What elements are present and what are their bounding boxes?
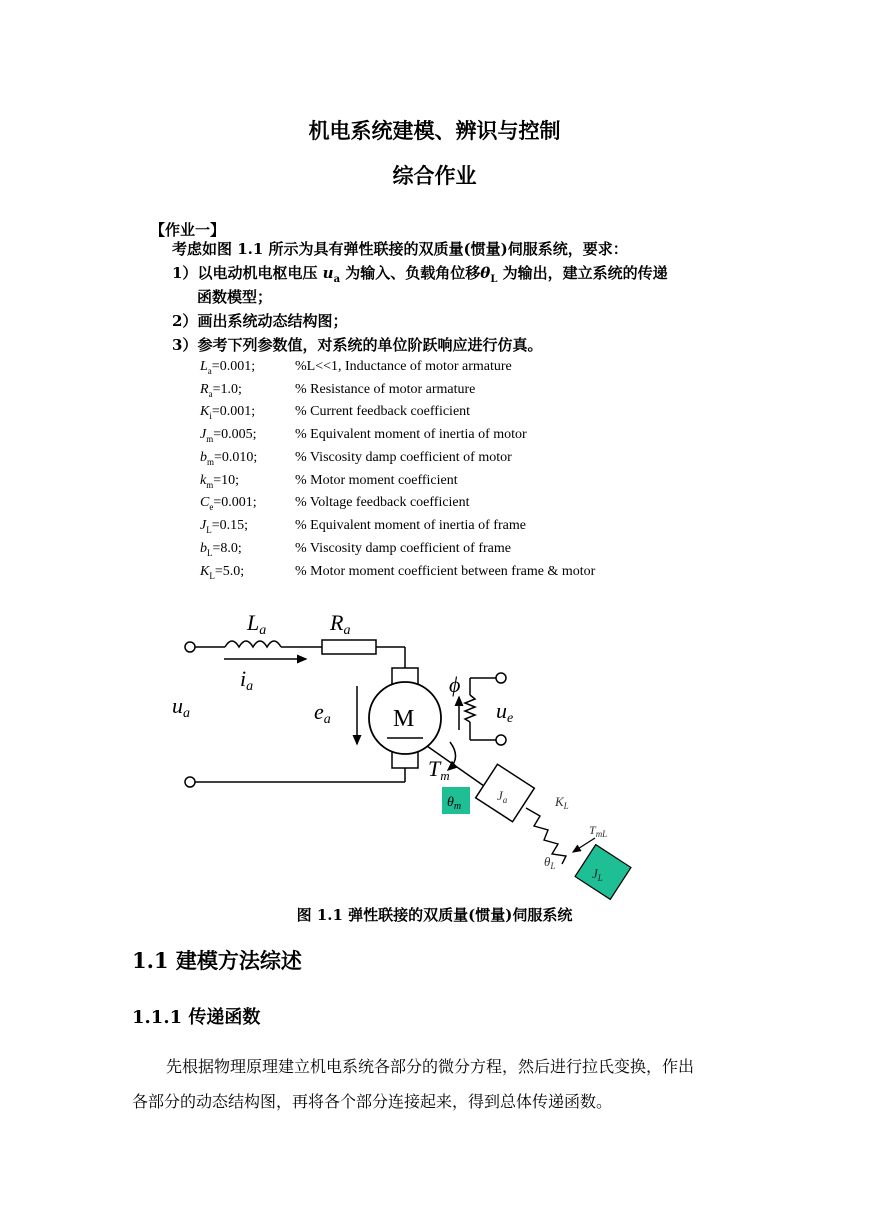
param-symbol: R <box>200 382 209 397</box>
requirement-1-text-c: 为输出，建立系统的传递 <box>497 264 668 282</box>
param-comment: % Motor moment coefficient <box>295 473 458 488</box>
param-symbol: b <box>200 450 207 465</box>
label-Ra: Ra <box>330 610 351 638</box>
assignment-intro: 考虑如图 1.1 所示为具有弹性联接的双质量(惯量)伺服系统，要求： <box>172 240 628 258</box>
param-comment: % Motor moment coefficient between frame & motor <box>295 564 596 579</box>
section-heading-1-1-1: 1.1.1 传递函数 <box>132 1007 261 1028</box>
label-Ja: $J_a$ <box>497 788 508 805</box>
figure-caption: 图 1.1 弹性联接的双质量(惯量)伺服系统 <box>296 906 573 924</box>
param-subscript: L <box>207 547 213 558</box>
label-ua: ua <box>172 693 190 721</box>
var-u-sub: a <box>333 274 341 285</box>
paragraph-line-1: 先根据物理原理建立机电系统各部分的微分方程，然后进行拉氏变换，作出 <box>166 1057 695 1076</box>
param-comment: % Voltage feedback coefficient <box>295 495 470 510</box>
label-theta-L: $\theta_L$ <box>544 854 556 871</box>
param-subscript: a <box>207 365 212 376</box>
param-comment: % Viscosity damp coefficient of frame <box>295 541 511 556</box>
param-subscript: a <box>208 388 213 399</box>
param-comment: % Equivalent moment of inertia of frame <box>295 518 526 533</box>
param-value: =8.0; <box>212 541 242 556</box>
requirement-1-continued: 函数模型； <box>197 288 273 306</box>
requirement-2-text: 画出系统动态结构图； <box>197 312 348 330</box>
label-phi: ϕ <box>449 672 461 697</box>
requirement-1-text-a: 以电动机电枢电压 <box>197 264 323 282</box>
param-symbol: C <box>200 495 210 510</box>
param-subscript: i <box>209 410 212 421</box>
field-coil-symbol <box>465 695 475 722</box>
param-value: =0.001; <box>211 404 256 419</box>
label-TmL: $T_{mL}$ <box>589 823 608 839</box>
label-ia: ia <box>240 666 254 694</box>
jl-box <box>575 845 631 900</box>
resistor-symbol <box>322 640 376 654</box>
param-value: =0.001; <box>211 359 256 374</box>
param-subscript: L <box>209 570 215 581</box>
label-Tm: Tm <box>428 756 450 783</box>
param-symbol: L <box>200 359 208 374</box>
param-value: =5.0; <box>214 564 245 579</box>
label-theta-m: $\theta_m$ <box>447 795 462 812</box>
param-subscript: m <box>206 433 214 444</box>
param-symbol: K <box>200 564 210 579</box>
paragraph-line-2: 各部分的动态结构图，再将各个部分连接起来，得到总体传递函数。 <box>132 1092 613 1111</box>
inductor-symbol <box>225 641 281 647</box>
param-value: =0.010; <box>214 450 258 465</box>
ja-box <box>476 764 535 822</box>
param-comment: %L<<1, Inductance of motor armature <box>295 359 512 374</box>
requirement-3-text: 参考下列参数值，对系统的单位阶跃响应进行仿真。 <box>197 336 543 354</box>
terminal-field-bottom <box>496 735 506 745</box>
param-subscript: L <box>206 524 212 535</box>
param-subscript: e <box>209 501 214 512</box>
page-subtitle: 综合作业 <box>392 164 477 188</box>
param-subscript: m <box>206 479 214 490</box>
label-JL: $J_L$ <box>592 866 603 883</box>
requirement-2-number: 2） <box>172 312 198 330</box>
var-theta: θ <box>480 264 491 282</box>
requirement-1-number: 1） <box>172 264 198 282</box>
param-comment: % Equivalent moment of inertia of motor <box>295 427 527 442</box>
terminal-bottom-left <box>185 777 195 787</box>
param-comment: % Current feedback coefficient <box>295 404 471 419</box>
param-value: =1.0; <box>212 382 242 397</box>
param-value: =0.15; <box>211 518 249 533</box>
param-value: =0.005; <box>213 427 257 442</box>
param-symbol: k <box>200 473 207 488</box>
label-KL: $K_L$ <box>555 794 569 811</box>
param-comment: % Viscosity damp coefficient of motor <box>295 450 512 465</box>
requirement-1-text-b: 为输入、负载角位移 <box>340 264 481 282</box>
assignment-label: 【作业一】 <box>150 221 226 239</box>
page-title: 机电系统建模、辨识与控制 <box>308 119 561 143</box>
param-symbol: b <box>200 541 207 556</box>
label-ea: ea <box>314 699 331 727</box>
var-theta-sub: L <box>490 274 498 285</box>
label-La: La <box>247 610 267 638</box>
terminal-field-top <box>496 673 506 683</box>
param-value: =0.001; <box>213 495 257 510</box>
param-symbol: J <box>200 427 207 442</box>
param-symbol: K <box>200 404 210 419</box>
param-comment: % Resistance of motor armature <box>295 382 476 397</box>
param-subscript: m <box>207 456 215 467</box>
param-symbol: J <box>200 518 207 533</box>
requirement-3-number: 3） <box>172 336 198 354</box>
label-motor: M <box>393 706 415 732</box>
terminal-top-left <box>185 642 195 652</box>
section-heading-1-1: 1.1 建模方法综述 <box>132 948 302 973</box>
label-ue: ue <box>496 698 514 726</box>
param-value: =10; <box>213 473 240 488</box>
var-u: u <box>322 264 334 282</box>
